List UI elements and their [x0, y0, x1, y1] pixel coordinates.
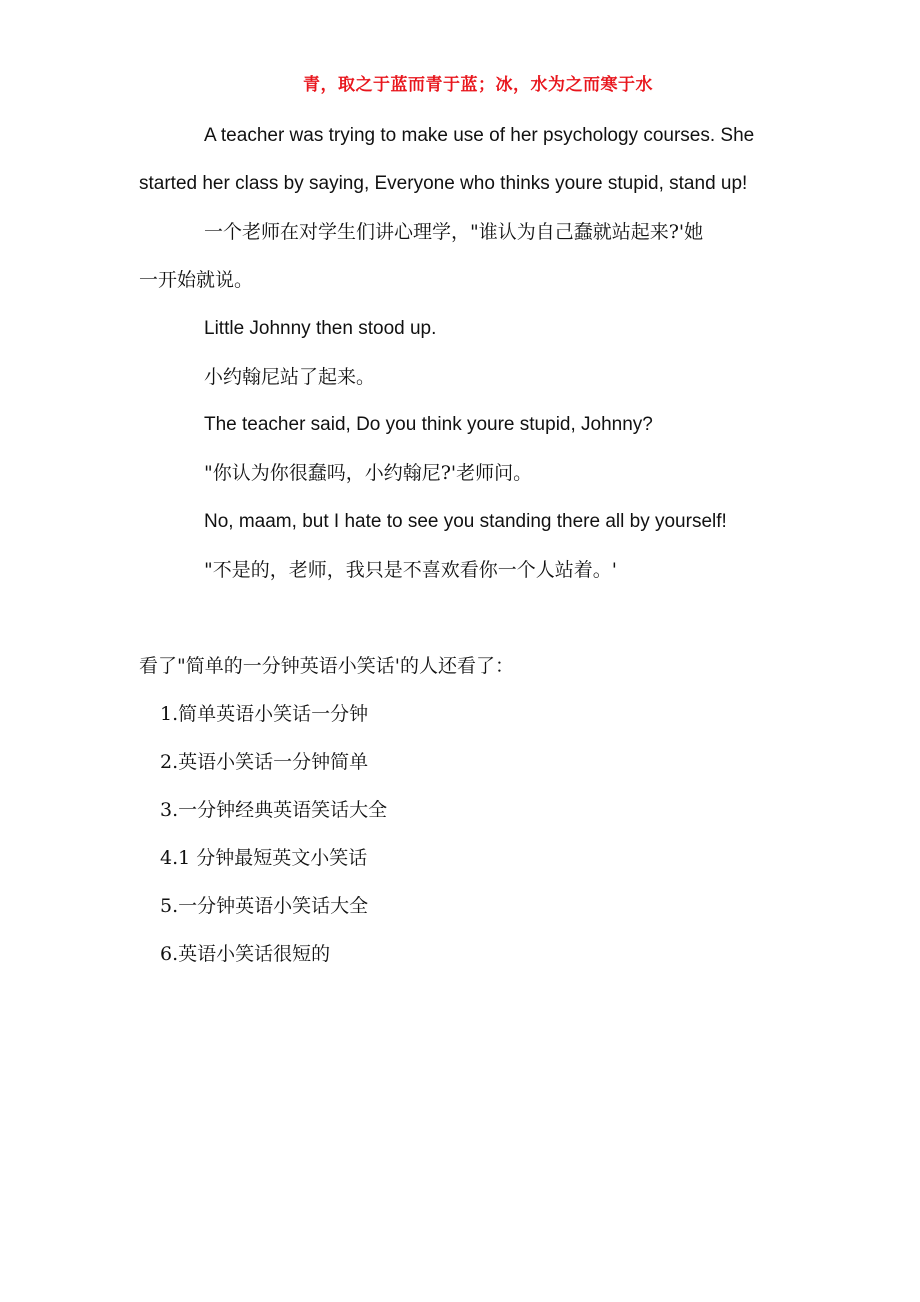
paragraph-8: "不是的，老师，我只是不喜欢看你一个人站着。': [204, 559, 617, 581]
paragraph-2-line-1: 一个老师在对学生们讲心理学，"谁认为自己蠢就站起来?'她: [204, 221, 704, 243]
related-heading: 看了"简单的一分钟英语小笑话'的人还看了：: [139, 655, 514, 677]
related-link-6[interactable]: 6.英语小笑话很短的: [160, 943, 331, 965]
paragraph-5: The teacher said, Do you think youre stupid, Johnny?: [204, 414, 653, 435]
page-header-motto: 青，取之于蓝而青于蓝；冰，水为之而寒于水: [303, 75, 653, 95]
paragraph-7: No, maam, but I hate to see you standing there all by yourself!: [204, 511, 727, 532]
related-link-4[interactable]: 4.1 分钟最短英文小笑话: [160, 847, 368, 869]
related-link-3[interactable]: 3.一分钟经典英语笑话大全: [160, 799, 388, 821]
related-link-2[interactable]: 2.英语小笑话一分钟简单: [160, 751, 369, 773]
paragraph-3: Little Johnny then stood up.: [204, 318, 437, 339]
paragraph-1-line-2: started her class by saying, Everyone who thinks youre stupid, stand up!: [139, 173, 748, 194]
paragraph-2-line-2: 一开始就说。: [139, 269, 254, 291]
paragraph-4: 小约翰尼站了起来。: [204, 366, 376, 388]
related-link-1[interactable]: 1.简单英语小笑话一分钟: [160, 703, 369, 725]
related-link-5[interactable]: 5.一分钟英语小笑话大全: [160, 895, 369, 917]
paragraph-6: "你认为你很蠢吗，小约翰尼?'老师问。: [204, 462, 533, 484]
paragraph-1-line-1: A teacher was trying to make use of her psychology courses. She: [204, 125, 755, 146]
